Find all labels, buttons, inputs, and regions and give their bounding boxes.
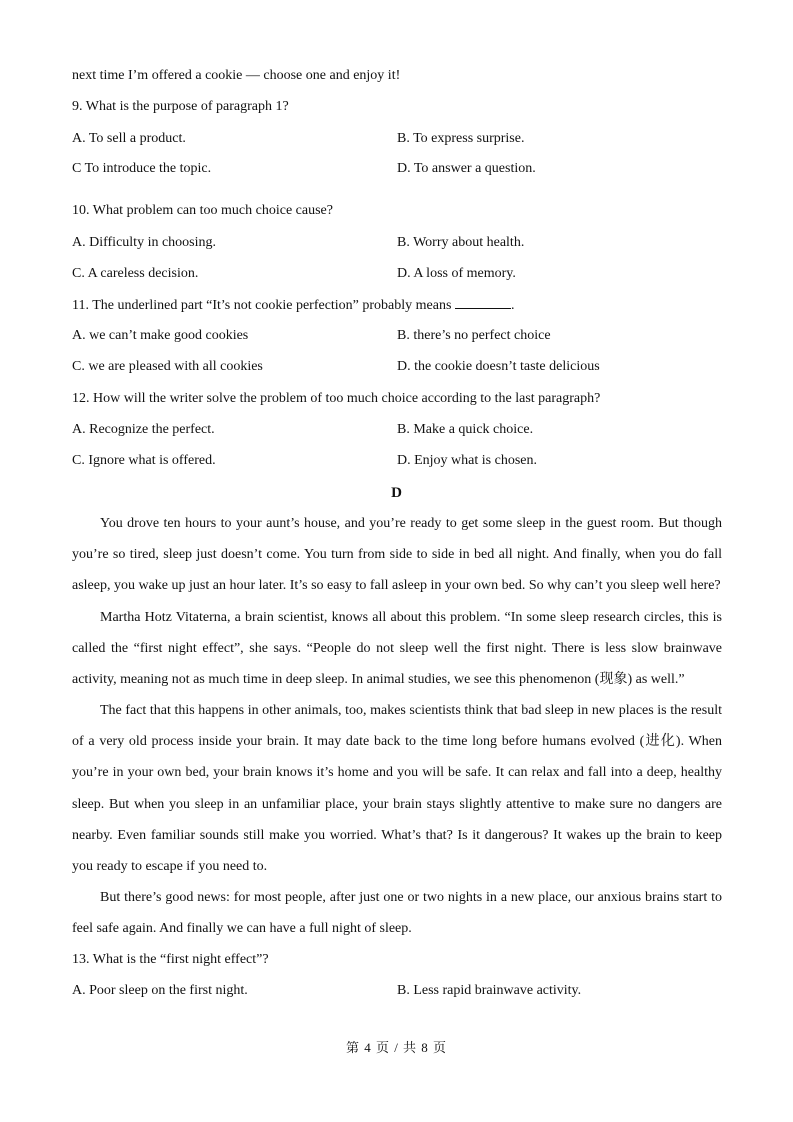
q12-option-b: B. Make a quick choice. <box>397 422 534 437</box>
passage-paragraph-2: Martha Hotz Vitaterna, a brain scientist, knows all about this problem. “In some sleep research circles, this is called the “first night effect”, she says. “People do not sleep well the first night. There is less slow brainwave activity, meaning not as much time in deep sleep. In animal studies, we see this phenomenon (现象) as well.” <box>72 610 722 688</box>
q9-option-d: D. To answer a question. <box>397 161 536 176</box>
q9-option-b: B. To express surprise. <box>397 131 525 146</box>
q11-option-d: D. the cookie doesn’t taste delicious <box>397 359 600 374</box>
question-9: 9. What is the purpose of paragraph 1? <box>72 99 289 114</box>
page-number-footer: 第 4 页 / 共 8 页 <box>345 1040 448 1055</box>
passage-paragraph-4: But there’s good news: for most people, after just one or two nights in a new place, our anxious brains start to feel safe again. And finally we can have a full night of sleep. <box>72 890 722 937</box>
q12-option-c: C. Ignore what is offered. <box>72 453 216 468</box>
question-13: 13. What is the “first night effect”? <box>72 952 269 967</box>
question-10: 10. What problem can too much choice cause? <box>72 203 333 218</box>
question-11-text: 11. The underlined part “It’s not cookie perfection” probably means <box>72 298 452 313</box>
q10-option-d: D. A loss of memory. <box>397 266 516 281</box>
q10-option-b: B. Worry about health. <box>397 235 525 250</box>
question-11 <box>72 296 514 315</box>
q11-option-c: C. we are pleased with all cookies <box>72 359 263 374</box>
q10-option-a: A. Difficulty in choosing. <box>72 235 217 250</box>
q11-option-b: B. there’s no perfect choice <box>397 328 551 343</box>
q12-option-a: A. Recognize the perfect. <box>72 422 215 437</box>
q11-option-a: A. we can’t make good cookies <box>72 328 249 343</box>
section-d-title: D <box>391 485 402 501</box>
q13-option-b: B. Less rapid brainwave activity. <box>397 983 582 998</box>
passage-paragraph-3: The fact that this happens in other animals, too, makes scientists think that bad sleep in new places is the result of a very old process inside your brain. It may date back to the time long before humans evolved (进化). When you’re in your own bed, your brain knows it’s home and you will be safe. It can relax and fall into a deep, healthy sleep. But when you sleep in an unfamiliar place, your brain stays slightly attentive to make sure no dangers are nearby. Even familiar sounds still make you worried. What’s that? Is it dangerous? It wakes up the brain to keep you ready to escape if you need to. <box>72 703 722 875</box>
q9-option-a: A. To sell a product. <box>72 131 186 146</box>
intro-tail-text: next time I’m offered a cookie — choose one and enjoy it! <box>72 68 401 83</box>
passage-paragraph-1: You drove ten hours to your aunt’s house, and you’re ready to get some sleep in the guest room. But though you’re so tired, sleep just doesn’t come. You turn from side to side in bed all night. And finally, when you do fall asleep, you wake up just an hour later. It’s so easy to fall asleep in your own bed. So why can’t you sleep well here? <box>72 516 722 594</box>
question-11-end: . <box>510 298 515 313</box>
q13-option-a: A. Poor sleep on the first night. <box>72 983 248 998</box>
answer-blank <box>455 296 511 309</box>
q10-option-c: C. A careless decision. <box>72 266 199 281</box>
q12-option-d: D. Enjoy what is chosen. <box>397 453 537 468</box>
question-12: 12. How will the writer solve the problem of too much choice according to the last paragraph? <box>72 391 601 406</box>
q9-option-c: C To introduce the topic. <box>72 161 212 176</box>
